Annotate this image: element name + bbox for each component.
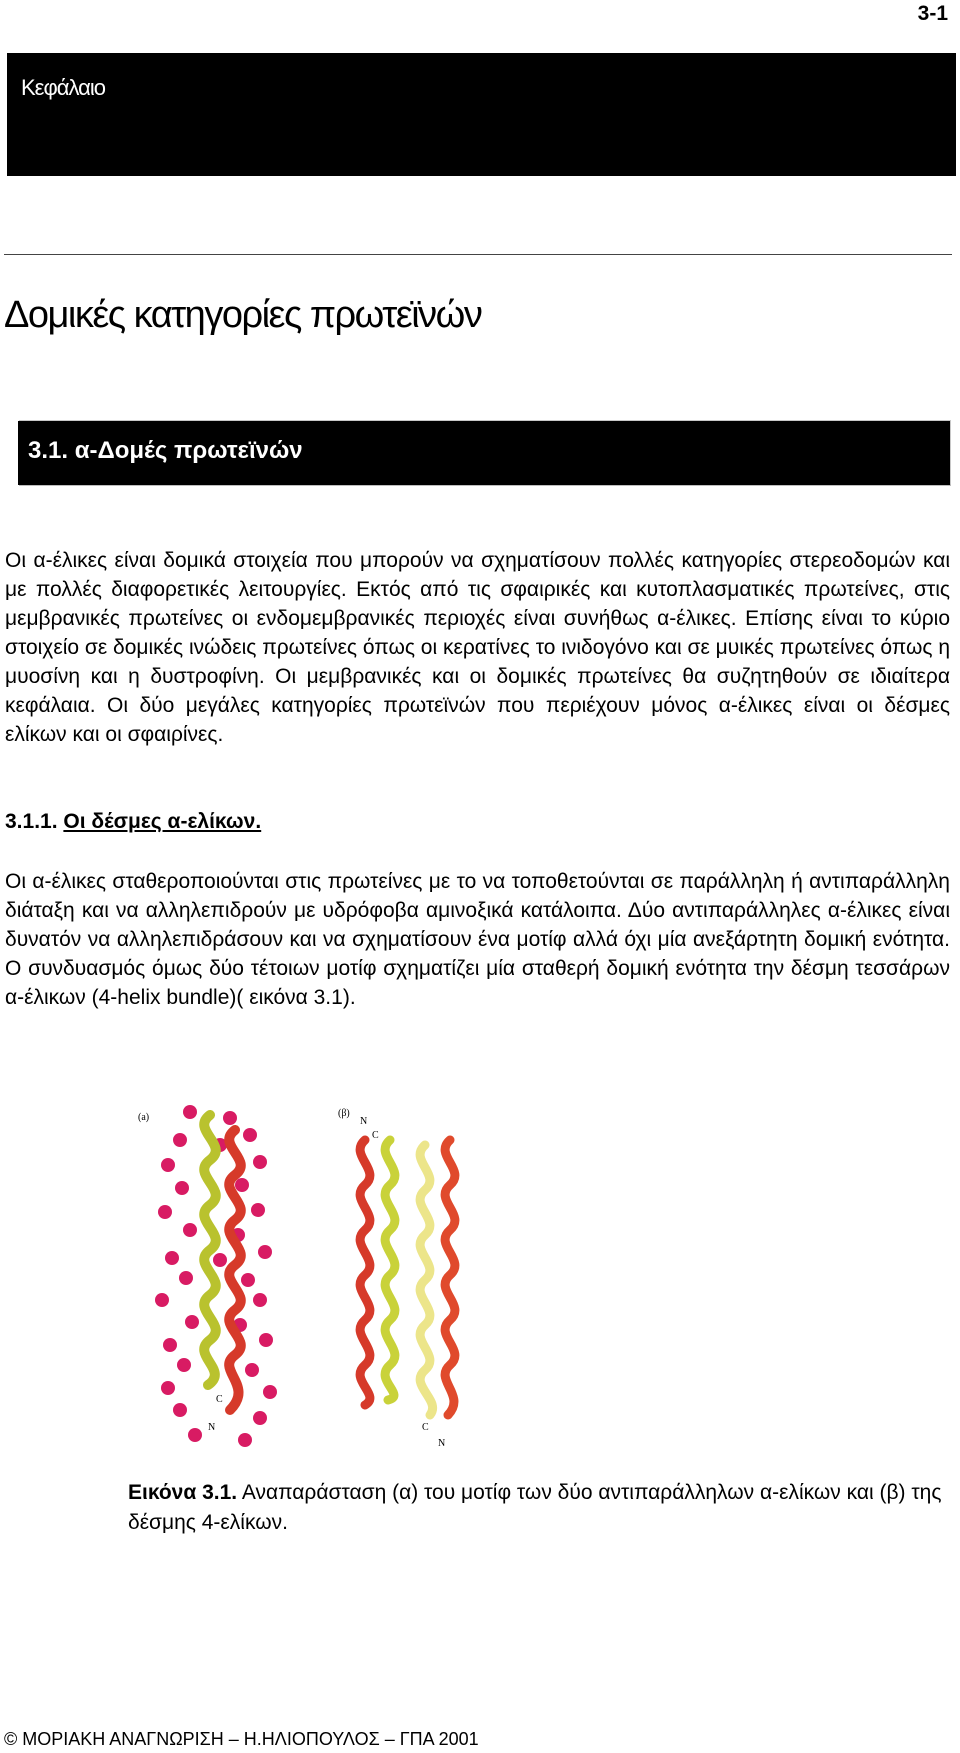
side-chain-sphere: [258, 1245, 272, 1259]
side-chain-sphere: [259, 1333, 273, 1347]
panel-b: [338, 1108, 455, 1449]
side-chain-sphere: [179, 1271, 193, 1285]
side-chain-sphere: [185, 1315, 199, 1329]
section-banner: [18, 421, 950, 485]
page-number: 3-1: [917, 2, 948, 25]
chapter-banner: [7, 53, 956, 176]
side-chain-sphere: [213, 1253, 227, 1267]
helix-red: [229, 1130, 241, 1410]
subsection-heading: [5, 810, 261, 834]
side-chain-sphere: [161, 1158, 175, 1172]
helix-b2: [385, 1140, 395, 1400]
side-chain-sphere: [253, 1293, 267, 1307]
side-chain-sphere: [173, 1403, 187, 1417]
panel-b-label: (β): [338, 1108, 350, 1119]
panel-b-n-terminus: N: [360, 1116, 368, 1127]
subsection-number: 3.1.1.: [5, 810, 58, 833]
panel-a-label: (a): [138, 1112, 150, 1123]
side-chain-sphere: [243, 1128, 257, 1142]
header-divider: [4, 254, 952, 255]
chapter-label: Κεφάλαιο: [21, 75, 105, 100]
side-chain-sphere: [251, 1203, 265, 1217]
side-chain-sphere: [183, 1105, 197, 1119]
side-chain-sphere: [165, 1251, 179, 1265]
caption-label: Εικόνα 3.1.: [128, 1481, 238, 1504]
side-chain-sphere: [177, 1358, 191, 1372]
caption-text: Αναπαράσταση (α) του μοτίφ των δύο αντιπαράλληλων α-ελίκων και (β) της δέσμης 4-ελίκων.: [128, 1481, 942, 1534]
side-chain-sphere: [235, 1178, 249, 1192]
panel-a-n-terminus: N: [208, 1422, 216, 1433]
panel-a: [138, 1105, 277, 1447]
side-chain-sphere: [161, 1381, 175, 1395]
side-chain-sphere: [241, 1273, 255, 1287]
chapter-title: Δομικές κατηγορίες πρωτεϊνών: [4, 294, 482, 336]
side-chain-sphere: [253, 1155, 267, 1169]
helix-b1: [360, 1140, 370, 1405]
section-heading: 3.1. α-Δομές πρωτεϊνών: [28, 437, 303, 464]
side-chain-sphere: [173, 1133, 187, 1147]
side-chain-sphere: [155, 1293, 169, 1307]
paragraph-helix-bundles: Οι α-έλικες σταθεροποιούνται στις πρωτείνες με το να τοποθετούνται σε παράλληλη ή αντιπαράλληλη διάταξη και να αλληλεπιδρούν με υδρόφοβα αμινοξικά κατάλοιπα. Δύο αντιπαράλληλες α-έλικες είναι δυνατόν να αλληλεπιδράσουν και να σχηματίσουν ένα μοτίφ αλλά όχι μία ανεξάρτητη δομική ενότητα. Ο συνδυασμός όμως δύο τέτοιων μοτίφ σχηματίζει μία σταθερή δομική ενότητα την δέσμη τεσσάρων α-έλικων (4-helix bundle)( εικόνα 3.1).: [5, 870, 950, 1009]
panel-b-c-terminus-bottom: C: [422, 1422, 429, 1433]
side-chain-sphere: [183, 1223, 197, 1237]
panel-a-c-terminus: C: [216, 1394, 223, 1405]
figure-caption: [128, 1478, 954, 1538]
side-chain-sphere: [188, 1428, 202, 1442]
side-chain-sphere: [223, 1111, 237, 1125]
panel-b-c-terminus: C: [372, 1130, 379, 1141]
side-chain-sphere: [158, 1205, 172, 1219]
figure-helix-illustration: [120, 1100, 540, 1460]
side-chain-sphere: [253, 1411, 267, 1425]
side-chain-sphere: [238, 1433, 252, 1447]
side-chain-sphere: [175, 1181, 189, 1195]
paragraph-intro: Οι α-έλικες είναι δομικά στοιχεία που μπορούν να σχηματίσουν πολλές κατηγορίες στερεοδομών και με πολλές διαφορετικές λειτουργίες. Εκτός από τις σφαιρικές και κυτοπλασματικές πρωτείνες, στις μεμβρανικές πρωτείνες οι ενδομεμβρανικές περιοχές είναι συνήθως α-έλικες. Επίσης είναι το κύριο στοιχείο σε δομικές ινώδεις πρωτείνες όπως οι κερατίνες το ινιδογόνο και σε μυικές πρωτείνες όπως η μυοσίνη και η δυστροφίνη. Οι μεμβρανικές και οι δομικές πρωτείνες θα συζητηθούν σε ιδιαίτερα κεφάλαια. Οι δύο μεγάλες κατηγορίες πρωτεϊνών που περιέχουν μόνος α-έλικες είναι οι δέσμες ελίκων και οι σφαιρίνες.: [5, 549, 950, 746]
helix-b3: [420, 1145, 433, 1415]
side-chain-sphere: [245, 1363, 259, 1377]
helix-b4: [445, 1140, 455, 1415]
footer-copyright: © ΜΟΡΙΑΚΗ ΑΝΑΓΝΩΡΙΣΗ – Η.ΗΛΙΟΠΟΥΛΟΣ – ΓΠΑ 2001: [4, 1729, 479, 1749]
side-chain-sphere: [263, 1385, 277, 1399]
side-chain-sphere: [163, 1338, 177, 1352]
subsection-title: Οι δέσμες α-ελίκων.: [63, 810, 262, 833]
panel-b-n-terminus-bottom: N: [438, 1438, 446, 1449]
helix-yellow: [204, 1115, 216, 1385]
